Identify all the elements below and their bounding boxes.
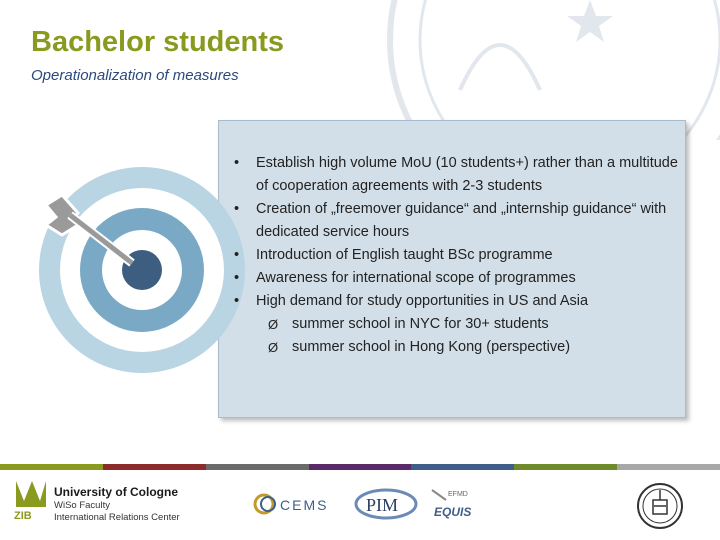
- footer-stripes: [0, 464, 720, 470]
- university-seal-icon: [636, 480, 684, 532]
- list-item: • Establish high volume MoU (10 students+) rather than a multitude of cooperation agreements with 2-3 students: [234, 155, 678, 194]
- cems-logo: [252, 488, 342, 528]
- svg-text:EFMD: EFMD: [448, 491, 468, 498]
- svg-text:ZIB: ZIB: [14, 510, 32, 522]
- pim-logo: [348, 486, 424, 526]
- sub-list-item: Ø summer school in Hong Kong (perspective): [268, 339, 571, 355]
- sub-list-item: Ø summer school in NYC for 30+ students: [268, 316, 549, 332]
- list-item: • Awareness for international scope of programmes: [234, 270, 576, 286]
- zib-logo: [14, 479, 48, 529]
- measures-list: [230, 152, 680, 359]
- faculty-name: WiSo Faculty: [54, 500, 110, 511]
- watermark-seal: [340, 0, 720, 140]
- page-title: Bachelor students: [31, 26, 284, 58]
- list-item: • Creation of „freemover guidance“ and „internship guidance“ with dedicated service hours: [234, 201, 667, 240]
- svg-text:CEMS: CEMS: [280, 497, 329, 513]
- svg-text:EQUIS: EQUIS: [434, 505, 472, 519]
- equis-logo: [428, 484, 478, 528]
- page-subtitle: Operationalization of measures: [31, 67, 239, 84]
- list-item: • High demand for study opportunities in US and Asia Ø summer school in NYC for 30+ students Ø summer school in Hong Kong (perspective): [230, 290, 680, 359]
- svg-text:PIM: PIM: [366, 495, 399, 515]
- university-name: University of Cologne: [54, 485, 179, 499]
- center-name: International Relations Center: [54, 512, 180, 523]
- sub-list: [256, 313, 680, 359]
- list-item: • Introduction of English taught BSc programme: [234, 247, 553, 263]
